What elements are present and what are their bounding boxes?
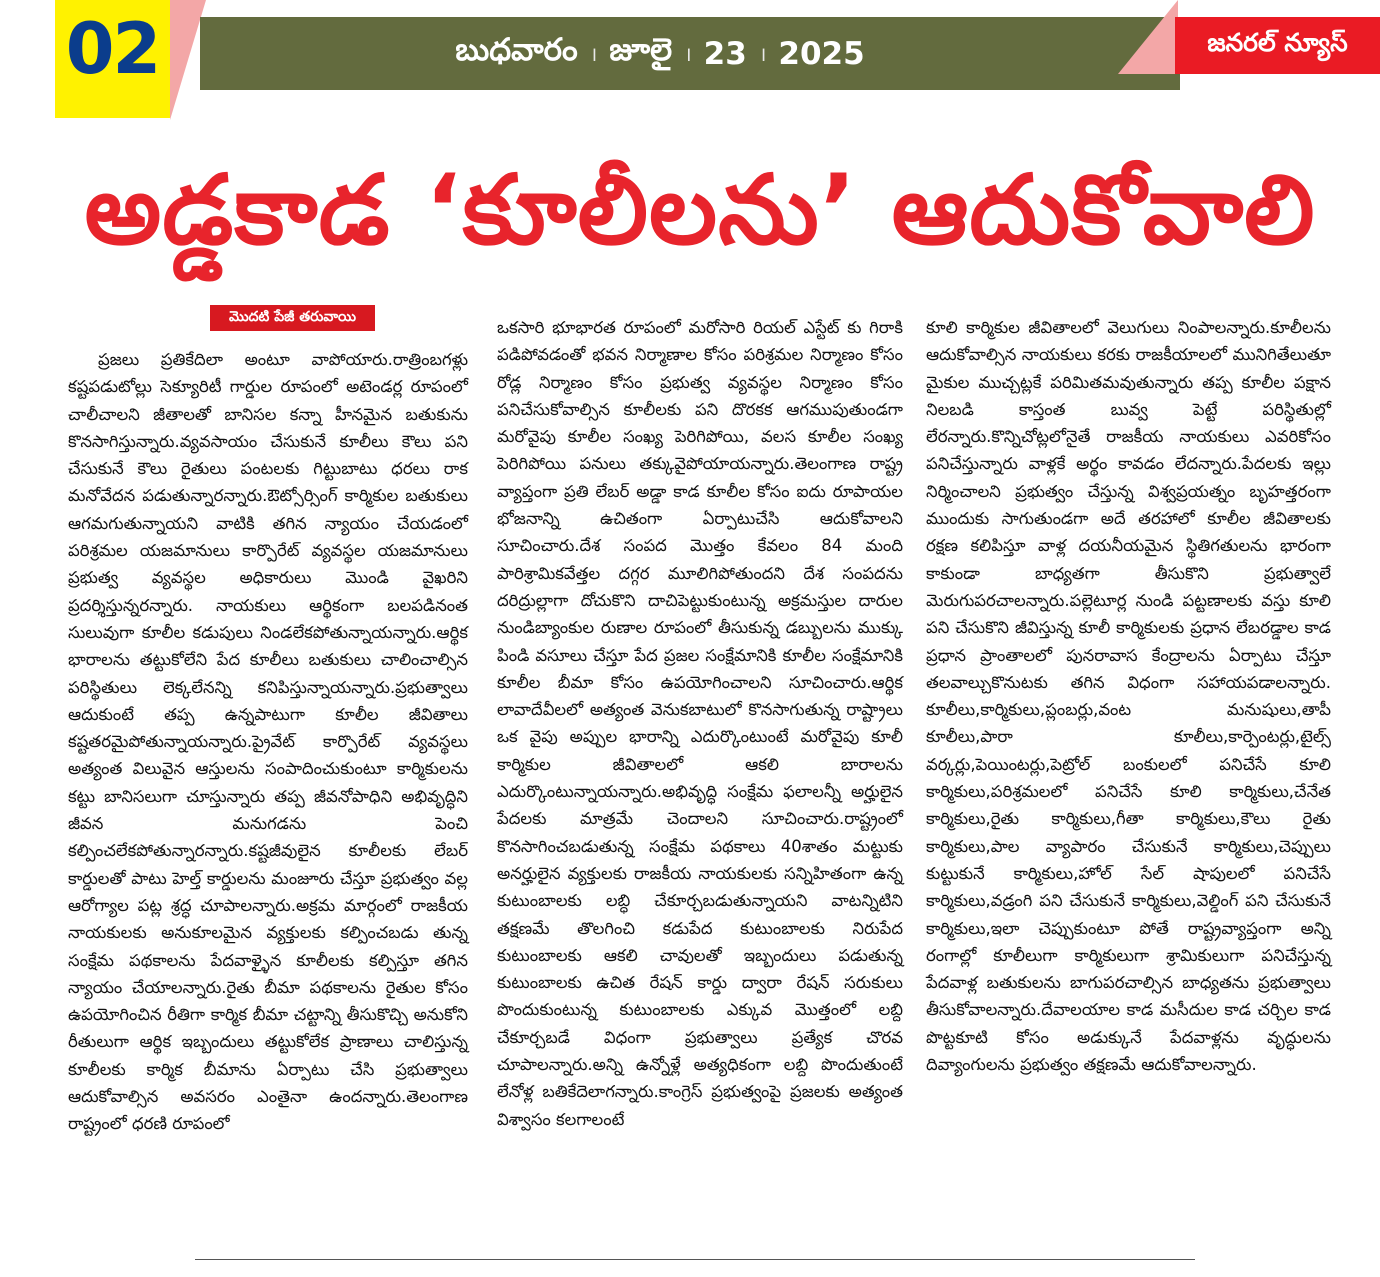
- continuation-label: మొదటి పేజీ తరువాయి: [210, 305, 375, 331]
- date-separator: ।: [684, 42, 692, 66]
- article-column-1: [68, 346, 468, 1138]
- column-text: ఒకసారి భూభారత రూపంలో మరోసారి రియల్ ఎస్టేట్ కు గిరాకి పడిపోవడంతో భవన నిర్మాణాల కోసం పరిశ్రమల నిర్మాణం కోసం రోడ్ల నిర్మాణం కోసం ప్రభుత్వ వ్యవస్థల నిర్మాణం కోసం పనిచేసుకోవాల్సిన కూలీలకు పని దొరకక ఆగముపుతుండగా మరోవైపు కూలీల సంఖ్య పెరిగిపోయి, వలస కూలీల సంఖ్య పెరిగిపోయి పనులు తక్కువైపోయాయన్నారు.తెలంగాణ రాష్ట్ర వ్యాప్తంగా ప్రతి లేబర్ అడ్డా కాడ కూలీల కోసం ఐదు రూపాయల భోజనాన్ని ఉచితంగా ఏర్పాటుచేసి ఆదుకోవాలని సూచించారు.దేశ సంపద మొత్తం కేవలం 84 మంది పారిశ్రామికవేత్తల దగ్గర మూలిగిపోతుందని దేశ సంపదను దరిద్రుల్లాగా దోచుకొని దాచిపెట్టుకుంటున్న అక్రమస్తుల దారుల నుండిబ్యాంకుల రుణాల రూపంలో తీసుకున్న డబ్బులను ముక్కు పిండి వసూలు చేస్తూ పేద ప్రజల సంక్షేమానికి కూలీల సంక్షేమానికి కూలీల బీమా కోసం ఉపయోగించాలని సూచించారు.ఆర్థిక లావాదేవీలలో అత్యంత వెనుకబాటులో కొనసాగుతున్న రాష్ట్రాలు ఒక వైపు అప్పుల భారాన్ని ఎదుర్కొంటుంటే మరోవైపు కూలీ కార్మికుల జీవితాలలో ఆకలి బారాలను ఎదుర్కొంటున్నాయన్నారు.అభివృద్ధి సంక్షేమ ఫలాలన్నీ అర్హులైన పేదలకు మాత్రమే చెందాలని సూచించారు.రాష్ట్రంలో కొనసాగించబడుతున్న సంక్షేమ పథకాలు 40శాతం మట్టుకు అనర్హులైన వ్యక్తులకు రాజకీయ నాయకులకు సన్నిహితంగా ఉన్న కుటుంబాలకు లబ్ధి చేకూర్చబడుతున్నాయని వాటన్నిటిని తక్షణమే తొలగించి కడుపేద కుటుంబాలకు నిరుపేద కుటుంబాలకు ఆకలి చావులతో ఇబ్బందులు పడుతున్న కుటుంబాలకు ఉచిత రేషన్ కార్డు ద్వారా రేషన్ సరుకులు పొందుకుంటున్న కుటుంబాలకు ఎక్కువ మొత్తంలో లబ్ది చేకూర్చబడే విధంగా ప్రభుత్వాలు ప్రత్యేక చొరవ చూపాలన్నారు.అన్ని ఉన్నోళ్లే అత్యధికంగా లబ్ది పొందుతుంటే లేనోళ్ల బతికేదెలాగన్నారు.కాంగ్రెస్ ప్రభుత్వంపై ప్రజలకు అత్యంత విశ్వాసం కలగాలంటే: [497, 318, 903, 1129]
- article-headline: అడ్డకాడ ‘కూలీలను’ ఆదుకోవాలి: [84, 154, 1316, 266]
- page-number: 02: [65, 8, 160, 90]
- date-weekday: బుధవారం: [455, 32, 578, 68]
- decorative-wedge-right: [1118, 0, 1178, 74]
- section-label: జనరల్ న్యూస్: [1175, 17, 1380, 74]
- date-year: 2025: [778, 35, 865, 72]
- date-line: [200, 17, 1120, 90]
- date-month: జూలై: [609, 32, 673, 68]
- date-separator: ।: [589, 42, 598, 66]
- date-day: 23: [703, 35, 747, 72]
- article-column-3: [926, 314, 1331, 1078]
- date-separator: ।: [758, 42, 767, 66]
- bottom-rule: [195, 1259, 1195, 1260]
- column-text: ప్రజలు ప్రతికేదిలా అంటూ వాపోయారు.రాత్రింబగళ్లు కష్టపడుటోల్లు సెక్యూరిటీ గార్డుల రూపంలో అటెండర్ల రూపంలో చాలీచాలని జీతాలతో బానిసల కన్నా హీనమైన బతుకును కొనసాగిస్తున్నారు.వ్యవసాయం చేసుకునే కూలీలు కౌలు పని చేసుకునే కౌలు రైతులు పంటలకు గిట్టుబాటు ధరలు రాక మనోవేదన పడుతున్నారన్నారు.ఔట్సోర్సింగ్ కార్మికుల బతుకులు ఆగమగుతున్నాయని వాటికి తగిన న్యాయం చేయడంలో పరిశ్రమల యజమానులు కార్పొరేట్ వ్యవస్థల యజమానులు ప్రభుత్వ వ్యవస్థల అధికారులు మొండి వైఖరిని ప్రదర్శిస్తున్నరన్నారు. నాయకులు ఆర్థికంగా బలపడినంత సులువుగా కూలీల కడుపులు నిండలేకపోతున్నాయన్నారు.ఆర్థిక భారాలను తట్టుకోలేని పేద కూలీలు బతుకులు చాలించాల్సిన పరిస్థితులు లెక్కలేనన్ని కనిపిస్తున్నాయన్నారు.ప్రభుత్వాలు ఆదుకుంటే తప్ప ఉన్నపాటుగా కూలీల జీవితాలు కష్టతరమైపోతున్నాయన్నారు.ప్రైవేట్ కార్పొరేట్ వ్యవస్థలు అత్యంత విలువైన ఆస్తులను సంపాదించుకుంటూ కార్మికులను కట్టు బానిసలుగా చూస్తున్నారు తప్ప జీవనోపాధిని అభివృద్ధిని జీవన మనుగడను పెంచి కల్పించలేకపోతున్నారన్నారు.కష్టజీవులైన కూలీలకు లేబర్ కార్డులతో పాటు హెల్త్ కార్డులను మంజూరు చేస్తూ ప్రభుత్వం వల్ల ఆరోగ్యాల పట్ల శ్రద్ధ చూపాలన్నారు.అక్రమ మార్గంలో రాజకీయ నాయకులకు అనుకూలమైన వ్యక్తులకు కల్పించబడు తున్న సంక్షేమ పథకాలను పేదవాళ్ళైన కూలీలకు కల్పిస్తూ తగిన న్యాయం చేయాలన్నారు.రైతు బీమా పథకాలను రైతుల కోసం ఉపయోగించిన రీతిగా కార్మిక బీమా చట్టాన్ని తీసుకొచ్చి అనుకోని రీతులుగా ఆర్థిక ఇబ్బందులు తట్టుకోలేక ప్రాణాలు చాలిస్తున్న కూలీలకు కార్మిక బీమాను ఏర్పాటు చేసి ప్రభుత్వాలు ఆదుకోవాల్సిన అవసరం ఎంతైనా ఉందన్నారు.తెలంగాణ రాష్ట్రంలో ధరణి రూపంలో: [68, 350, 468, 1134]
- article-column-2: [497, 314, 903, 1133]
- column-text: కూలి కార్మికుల జీవితాలలో వెలుగులు నింపాలన్నారు.కూలీలను ఆదుకోవాల్సిన నాయకులు కరకు రాజకీయాలలో మునిగితేలుతూ మైకుల ముచ్చట్లకే పరిమితమవుతున్నారు తప్ప కూలీల పక్షాన నిలబడి కాస్తంత బువ్వ పెట్టే పరిస్థితుల్లో లేరన్నారు.కొన్నిచోట్లలోనైతే రాజకీయ నాయకులు ఎవరికోసం పనిచేస్తున్నారు వాళ్లకే అర్థం కావడం లేదన్నారు.పేదలకు ఇల్లు నిర్మించాలని ప్రభుత్వం చేస్తున్న విశ్వప్రయత్నం బృహత్తరంగా ముందుకు సాగుతుండగా అదే తరహాలో కూలీల జీవితాలకు రక్షణ కలిపిస్తూ వాళ్ల దయనీయమైన స్థితిగతులను భారంగా కాకుండా బాధ్యతగా తీసుకొని ప్రభుత్వాలే మెరుగుపరచాలన్నారు.పల్లెటూర్ల నుండి పట్టణాలకు వస్తు కూలి పని చేసుకొని జీవిస్తున్న కూలీ కార్మికులకు ప్రధాన లేబరడ్డాల కాడ ప్రధాన ప్రాంతాలలో పునరావాస కేంద్రాలను ఏర్పాటు చేస్తూ తలవాల్చుకొనుటకు తగిన విధంగా సహాయపడాలన్నారు. కూలీలు,కార్మికులు,ప్లంబర్లు,వంట మనుషులు,తాపీ కూలీలు,పారా కూలీలు,కార్పెంటర్లు,టైల్స్ వర్కర్లు,పెయింటర్లు,పెట్రోల్ బంకులలో పనిచేసే కూలి కార్మికులు,పరిశ్రమలలో పనిచేసే కూలి కార్మికులు,చేనేత కార్మికులు,రైతు కార్మికులు,గీతా కార్మికులు,కౌలు రైతు కార్మికులు,పాల వ్యాపారం చేసుకునే కార్మికులు,చెప్పులు కుట్టుకునే కార్మికులు,హోల్ సేల్ షాపులలో పనిచేసే కార్మికులు,వడ్రంగి పని చేసుకునే కార్మికులు,వెల్డింగ్ పని చేసుకునే కార్మికులు,ఇలా చెప్పుకుంటూ పోతే రాష్ట్రవ్యాప్తంగా అన్ని రంగాల్లో కూలీలుగా కార్మికులుగా శ్రామికులుగా పనిచేస్తున్న పేదవాళ్ల బతుకులను బాగుపరచాల్సిన బాధ్యతను ప్రభుత్వాలు తీసుకోవాలన్నారు.దేవాలయాల కాడ మసీదుల కాడ చర్చిల కాడ పొట్టకూటి కోసం అడుక్కునే పేదవాళ్లను వృద్ధులను దివ్యాంగులను ప్రభుత్వం తక్షణమే ఆదుకోవాలన్నారు.: [926, 318, 1331, 1075]
- page-number-box: [55, 0, 170, 118]
